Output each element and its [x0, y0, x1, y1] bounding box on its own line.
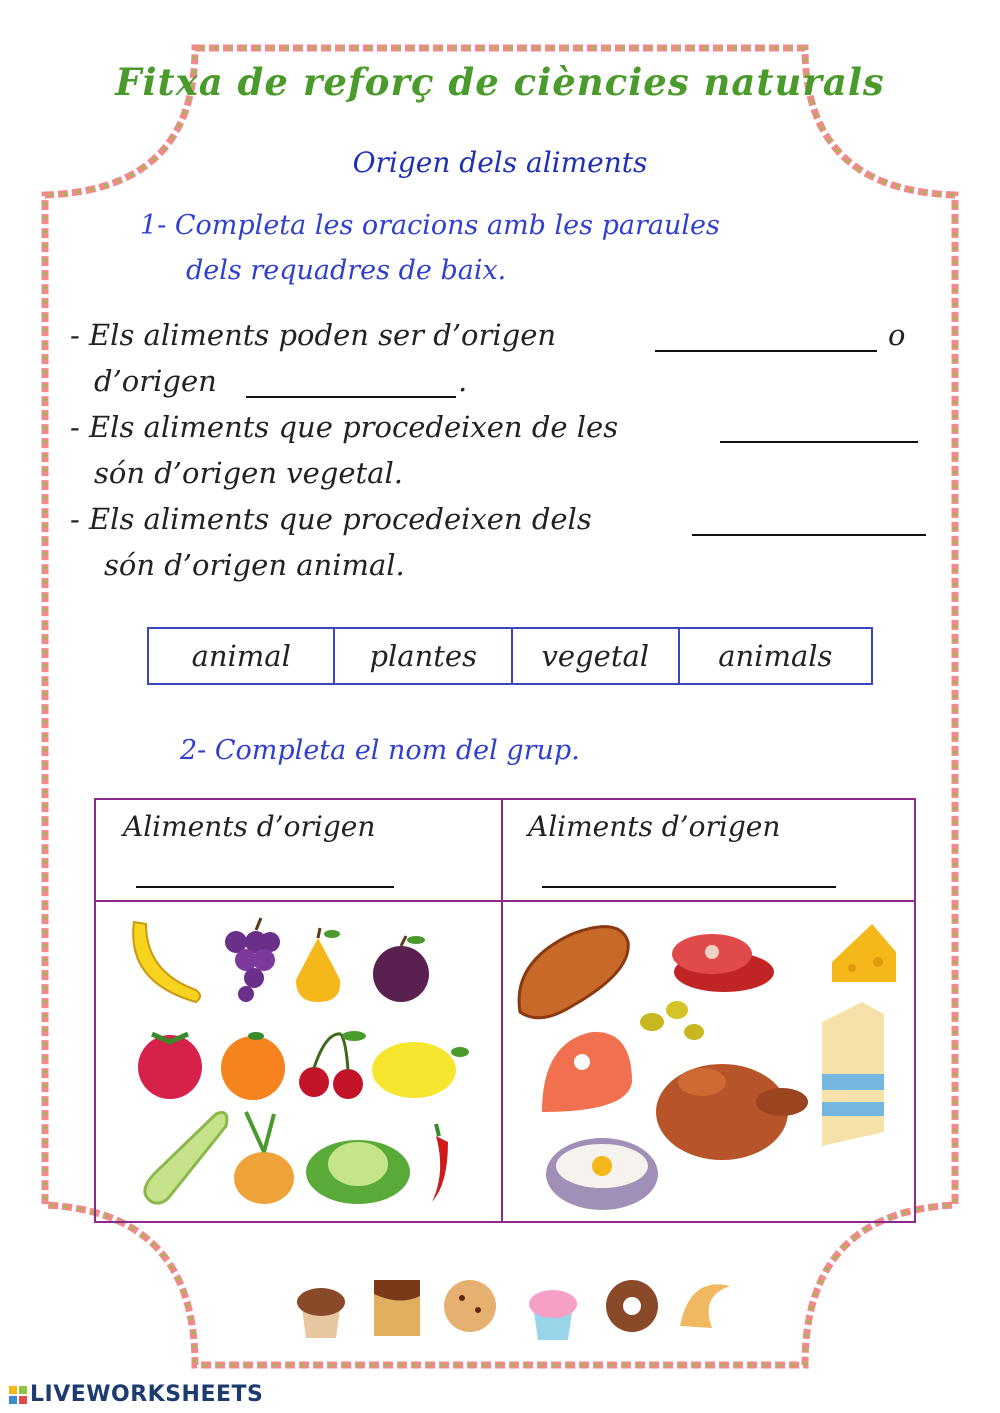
- pear-icon: [296, 928, 340, 1002]
- blank-2[interactable]: [246, 396, 456, 398]
- cheese-icon: [832, 924, 896, 982]
- muffin-icon: [297, 1288, 345, 1338]
- waffle-icon: [374, 1280, 420, 1336]
- blank-1[interactable]: [655, 350, 877, 352]
- animal-foods-illustration: [502, 902, 914, 1220]
- word-bank-item[interactable]: plantes: [335, 629, 513, 683]
- sentence3-part1: - Els aliments que procedeixen dels: [70, 502, 592, 536]
- raspberry-icon: [138, 1034, 202, 1099]
- olives-icon: [640, 1001, 704, 1040]
- croissant-icon: [680, 1284, 730, 1328]
- word-bank-item[interactable]: animal: [149, 629, 335, 683]
- left-group-header: Aliments d’origen: [123, 810, 376, 843]
- cabbage-icon: [306, 1140, 410, 1204]
- sentence1-part2: o: [888, 318, 906, 352]
- blank-4[interactable]: [692, 534, 926, 536]
- left-group-blank[interactable]: [136, 886, 394, 888]
- worksheet-title: Fitxa de reforç de ciències naturals: [115, 60, 885, 104]
- sentence2-part1: - Els aliments que procedeixen de les: [70, 410, 619, 444]
- cherries-icon: [299, 1031, 366, 1099]
- cupcake-icon: [529, 1290, 577, 1340]
- lemon-icon: [372, 1042, 469, 1098]
- sentence2-part2: són d’origen vegetal.: [94, 456, 403, 490]
- right-group-blank[interactable]: [542, 886, 836, 888]
- chili-icon: [432, 1124, 448, 1202]
- sentence1-part1: - Els aliments poden ser d’origen: [70, 318, 557, 352]
- liveworksheets-logo: [8, 1382, 263, 1407]
- word-bank-item[interactable]: vegetal: [513, 629, 680, 683]
- blank-3[interactable]: [720, 441, 918, 443]
- onion-icon: [234, 1112, 294, 1204]
- exercise1-instruction-line2: dels requadres de baix.: [186, 255, 507, 286]
- steak-icon: [672, 934, 774, 992]
- milk-carton-icon: [822, 1002, 884, 1146]
- sentence1-part3: d’origen: [94, 364, 217, 398]
- bread-icon: [519, 927, 628, 1018]
- word-bank: [147, 627, 873, 685]
- plant-foods-illustration: [96, 902, 498, 1220]
- orange-icon: [221, 1032, 285, 1100]
- zucchini-icon: [145, 1113, 227, 1204]
- roast-chicken-icon: [656, 1064, 808, 1160]
- sentence1-part4: .: [458, 364, 468, 398]
- egg-bowl-icon: [546, 1138, 658, 1210]
- exercise1-instruction-line1: 1- Completa les oracions amb les paraules: [140, 210, 720, 241]
- grapes-icon: [225, 918, 280, 1002]
- donut-icon: [606, 1280, 658, 1332]
- exercise2-instruction: 2- Completa el nom del grup.: [180, 735, 580, 766]
- plum-icon: [373, 936, 429, 1002]
- salmon-icon: [542, 1032, 632, 1112]
- right-group-header: Aliments d’origen: [528, 810, 781, 843]
- sentence3-part2: són d’origen animal.: [104, 548, 405, 582]
- logo-text: LIVEWORKSHEETS: [30, 1382, 264, 1407]
- word-bank-item[interactable]: animals: [718, 639, 833, 673]
- cookie-icon: [444, 1280, 496, 1332]
- worksheet-subtitle: Origen dels aliments: [352, 146, 648, 179]
- banana-icon: [133, 922, 200, 1002]
- sweets-decoration: [280, 1266, 740, 1346]
